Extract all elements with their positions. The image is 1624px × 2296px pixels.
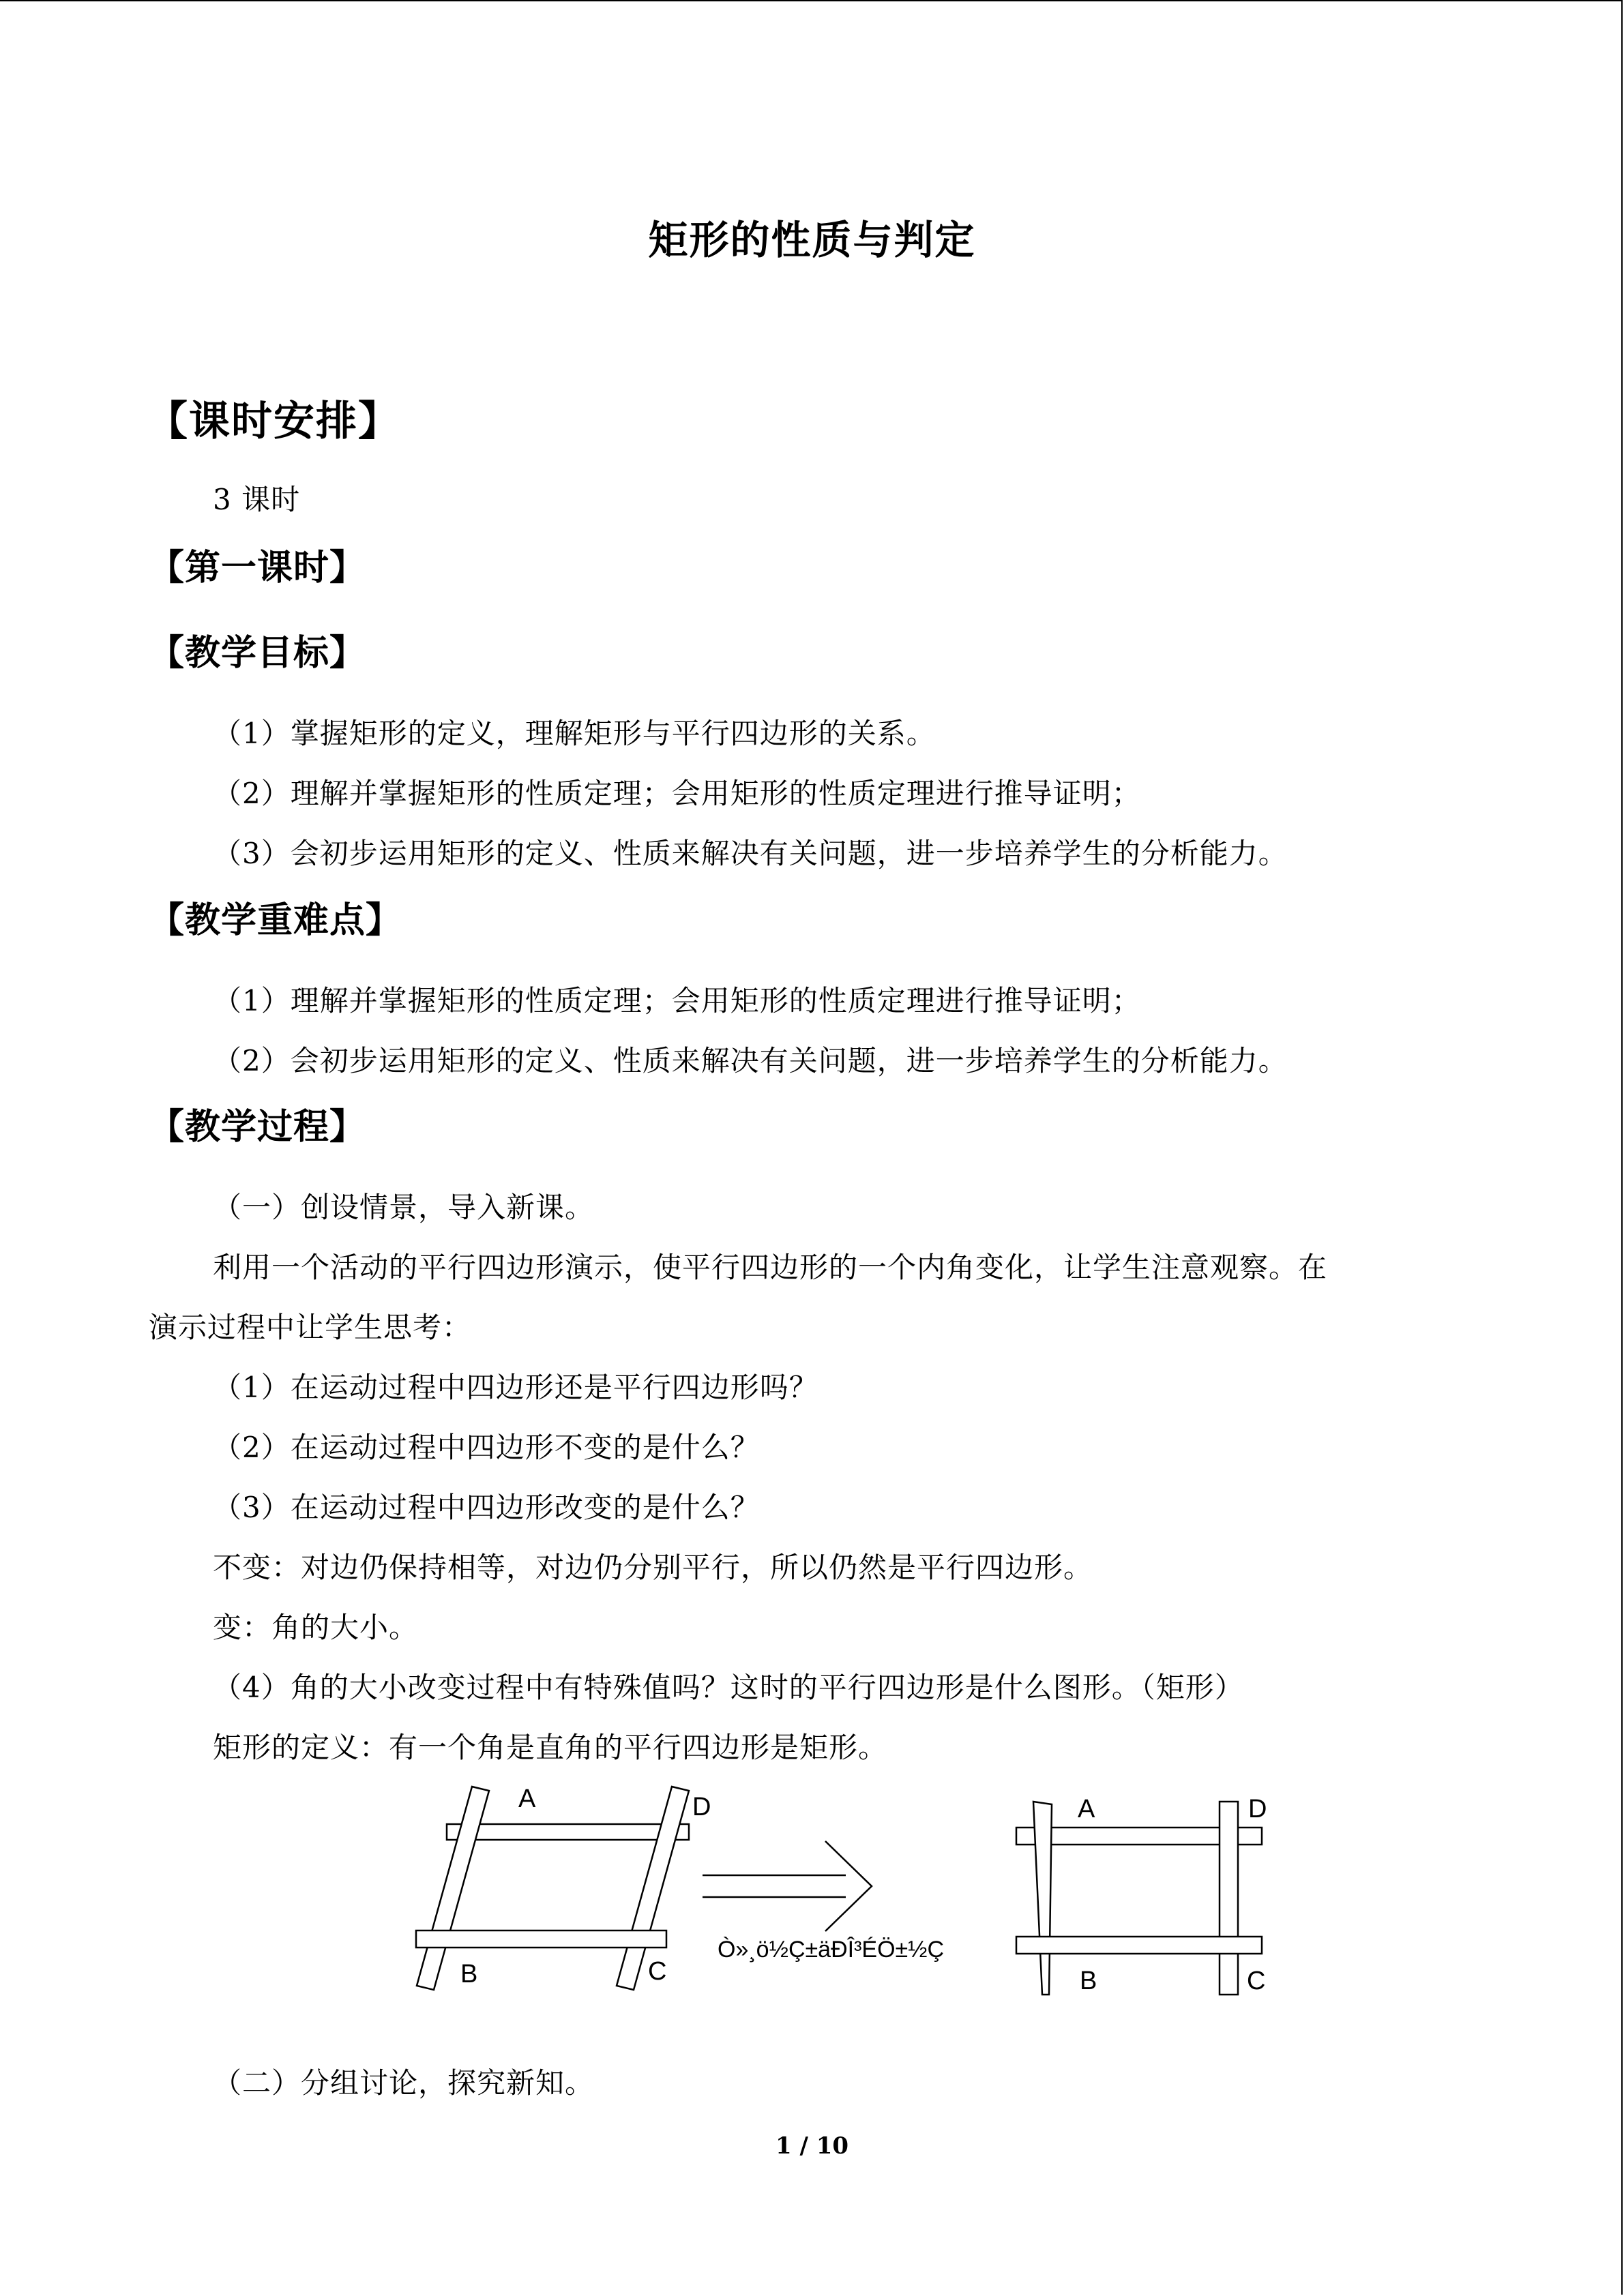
process-intro: 利用一个活动的平行四边形演示，使平行四边形的一个内角变化，让学生注意观察。在 [213, 1251, 1328, 1284]
page-number: 1 / 10 [775, 2132, 849, 2160]
rectangle-definition: 矩形的定义：有一个角是直角的平行四边形是矩形。 [213, 1731, 888, 1764]
unchanged-note: 不变：对边仍保持相等，对边仍分别平行，所以仍然是平行四边形。 [213, 1551, 1093, 1584]
process-step-1: （一）创设情景，导入新课。 [213, 1191, 595, 1224]
lesson-one-heading: 【第一课时】 [149, 547, 366, 588]
vertex-b-label: B [1080, 1967, 1097, 1995]
objective-item: （1）掌握矩形的定义，理解矩形与平行四边形的关系。 [213, 717, 936, 750]
vertex-a-label: A [518, 1785, 536, 1813]
process-step-2: （二）分组讨论，探究新知。 [213, 2066, 595, 2100]
process-question: （4）角的大小改变过程中有特殊值吗？这时的平行四边形是什么图形。（矩形） [213, 1671, 1244, 1704]
process-question: （1）在运动过程中四边形还是平行四边形吗？ [213, 1371, 818, 1404]
strip-bottom [1016, 1937, 1262, 1954]
objective-item: （2）理解并掌握矩形的性质定理；会用矩形的性质定理进行推导证明； [213, 777, 1141, 810]
changed-note: 变：角的大小。 [213, 1611, 419, 1644]
strip-bottom [416, 1930, 666, 1948]
vertex-d-label: D [1248, 1795, 1267, 1823]
document-title: 矩形的性质与判定 [648, 217, 976, 263]
strip-right [1220, 1802, 1238, 1995]
objectives-heading: 【教学目标】 [149, 632, 366, 674]
vertex-a-label: A [1078, 1795, 1095, 1823]
schedule-value: 3 课时 [213, 483, 301, 516]
objective-item: （3）会初步运用矩形的定义、性质来解决有关问题，进一步培养学生的分析能力。 [213, 837, 1288, 870]
vertex-c-label: C [648, 1957, 667, 1986]
process-intro-continued: 演示过程中让学生思考： [149, 1311, 472, 1344]
schedule-heading: 【课时安排】 [147, 398, 400, 445]
transform-arrow [703, 1841, 872, 1931]
strip-top [447, 1824, 689, 1840]
rectangle-diagram [1016, 1802, 1262, 1995]
process-question: （2）在运动过程中四边形不变的是什么？ [213, 1431, 760, 1464]
process-question: （3）在运动过程中四边形改变的是什么？ [213, 1491, 760, 1524]
strip-left [1033, 1802, 1052, 1995]
arrow-caption: Ò»¸ö½Ç±äÐÎ³ÉÖ±½Ç [718, 1937, 945, 1963]
strip-left [417, 1787, 489, 1990]
vertex-d-label: D [692, 1793, 711, 1821]
vertex-c-label: C [1247, 1967, 1266, 1995]
vertex-b-label: B [460, 1960, 478, 1988]
parallelogram-to-rectangle-figure [402, 1773, 1289, 2018]
key-points-heading: 【教学重难点】 [149, 899, 402, 941]
key-point-item: （2）会初步运用矩形的定义、性质来解决有关问题，进一步培养学生的分析能力。 [213, 1044, 1288, 1077]
key-point-item: （1）理解并掌握矩形的性质定理；会用矩形的性质定理进行推导证明； [213, 984, 1141, 1017]
process-heading: 【教学过程】 [149, 1106, 366, 1148]
